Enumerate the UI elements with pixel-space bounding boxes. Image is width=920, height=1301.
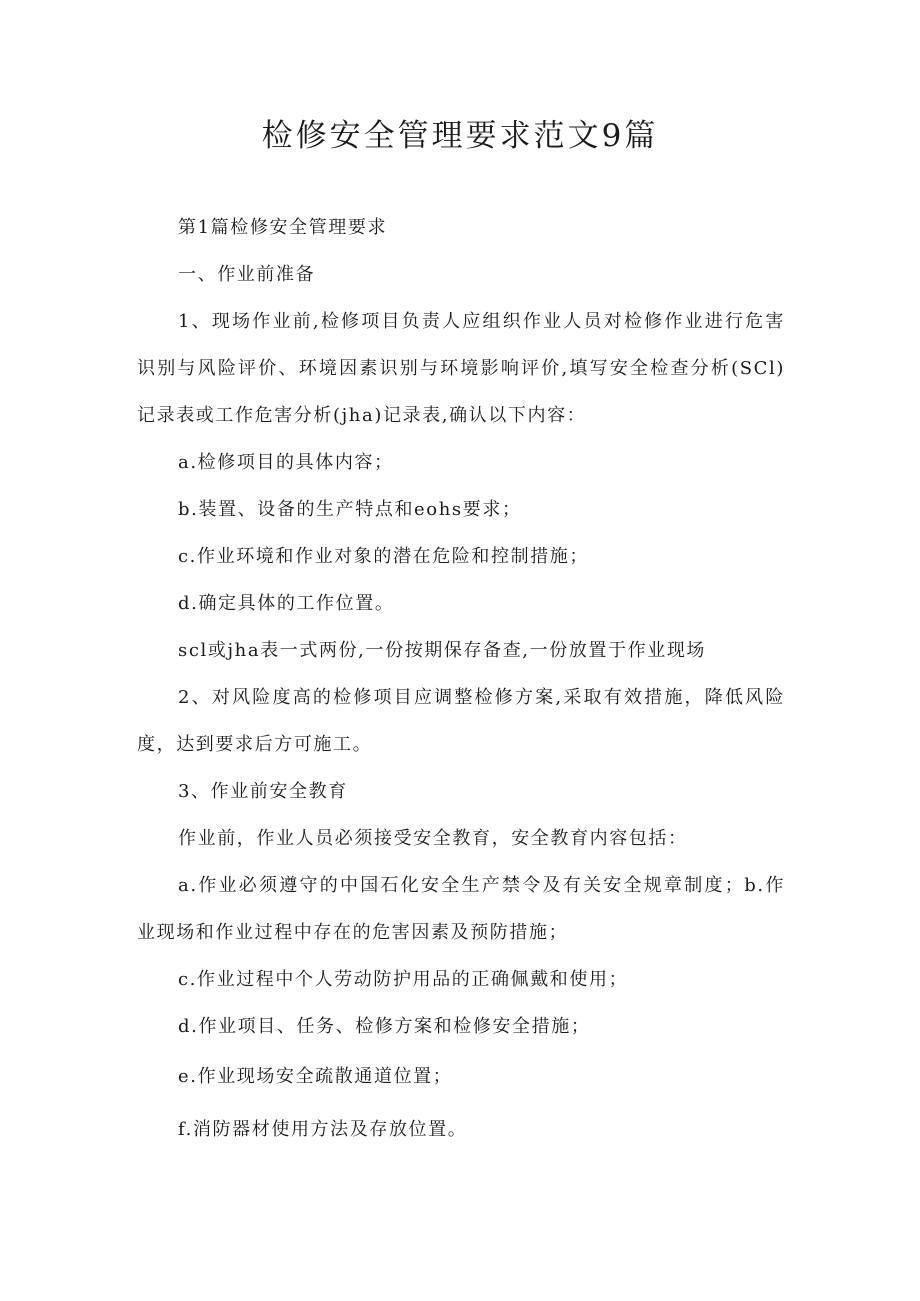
list-item: c.作业过程中个人劳动防护用品的正确佩戴和使用；: [178, 969, 629, 990]
paragraph: 1、现场作业前,检修项目负责人应组织作业人员对检修作业进行危害识别与风险评价、环境因素识别与环境影响评价,填写安全检查分析(SCl)记录表或工作危害分析(jha)记录表,确认以下内容：: [137, 311, 785, 426]
list-item: b.装置、设备的生产特点和eohs要求；: [178, 499, 522, 520]
document-body: [137, 204, 785, 1153]
paragraph: scl或jha表一式两份,一份按期保存备查,一份放置于作业现场: [178, 640, 707, 661]
list-item: d.作业项目、任务、检修方案和检修安全措施；: [178, 1016, 591, 1037]
section-heading: 第1篇检修安全管理要求: [178, 217, 388, 238]
list-item: d.确定具体的工作位置。: [178, 593, 395, 614]
list-item: c.作业环境和作业对象的潜在危险和控制措施；: [178, 546, 590, 567]
paragraph: 作业前，作业人员必须接受安全教育，安全教育内容包括：: [178, 828, 688, 849]
subsection-heading: 一、作业前准备: [178, 264, 316, 285]
document-title: 检修安全管理要求范文9篇: [261, 118, 659, 154]
subsection-heading: 3、作业前安全教育: [178, 781, 348, 802]
list-item: f.消防器材使用方法及存放位置。: [178, 1119, 468, 1140]
list-item: e.作业现场安全疏散通道位置；: [178, 1066, 453, 1087]
list-item: a.作业必须遵守的中国石化安全生产禁令及有关安全规章制度；b.作业现场和作业过程中存在的危害因素及预防措施；: [137, 875, 785, 943]
paragraph: 2、对风险度高的检修项目应调整检修方案,采取有效措施，降低风险度，达到要求后方可施工。: [137, 687, 785, 755]
list-item: a.检修项目的具体内容；: [178, 452, 394, 473]
